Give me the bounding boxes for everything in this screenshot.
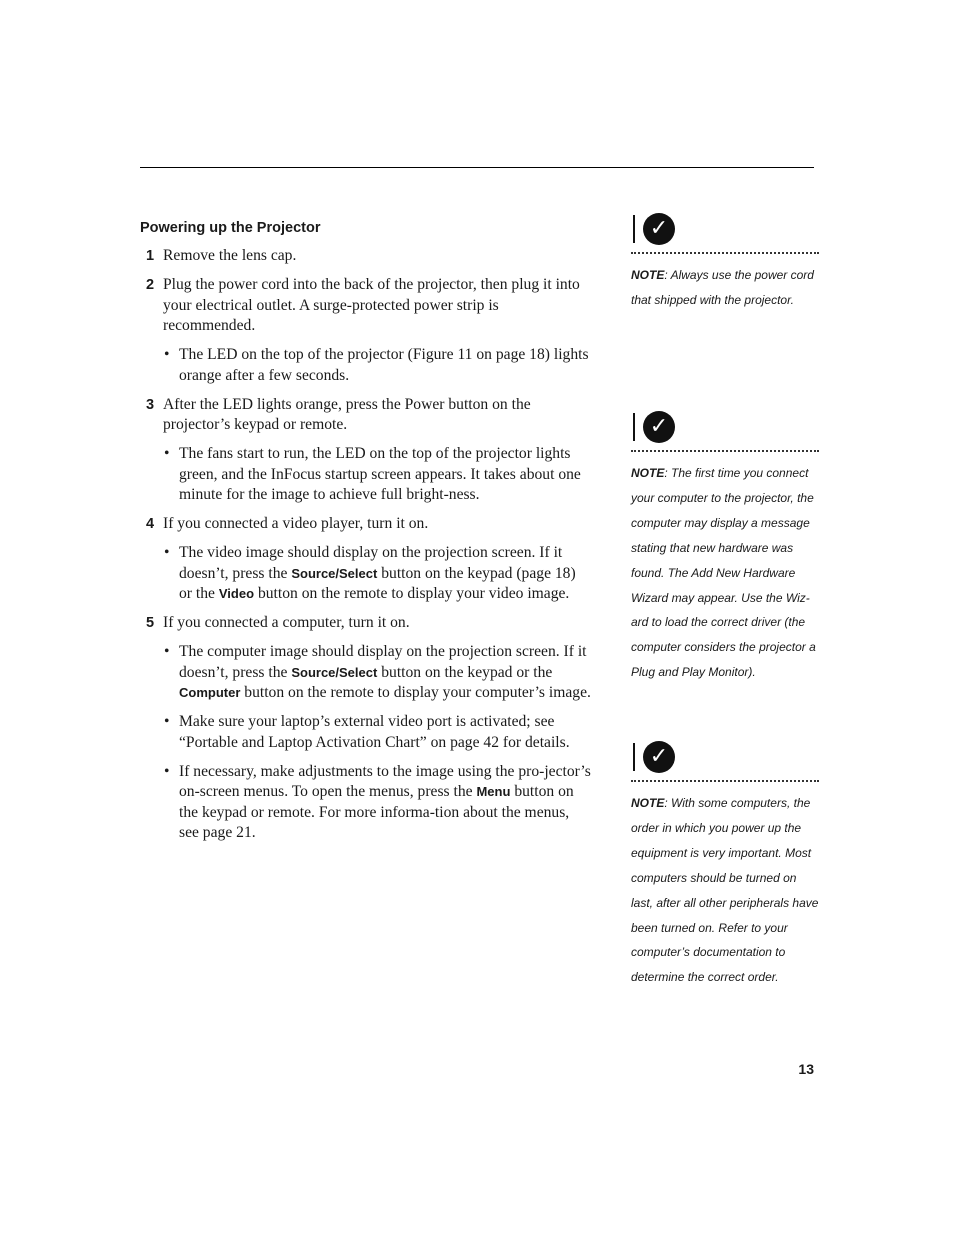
bullet-dot: • [164, 445, 170, 462]
key-label: Source/Select [291, 565, 378, 581]
bullet-text-part: button on the keypad or remote. For more informa-tion about the menus, see page 21. [179, 783, 574, 841]
step-number: 2 [146, 277, 155, 293]
step-4 [140, 514, 592, 535]
step-1 [140, 246, 592, 267]
bullet-dot: • [164, 643, 170, 660]
note-header [631, 215, 821, 263]
key-label: Source/Select [291, 664, 378, 680]
step-text: Remove the lens cap. [163, 247, 297, 264]
bullet-text: The LED on the top of the projector (Figure 11 on page 18) lights orange after a few seconds. [179, 346, 589, 384]
note-bar [633, 413, 635, 441]
note-bar [633, 743, 635, 771]
bullet-text-part: The computer image should display on the projection screen. If it doesn’t, press the [179, 643, 587, 681]
check-icon: ✓ [643, 741, 675, 773]
page-number: 13 [798, 1061, 814, 1077]
bullet-text: The fans start to run, the LED on the top of the projector lights green, and the InFocus startup screen appears. It takes about one minute for the image to achieve full bright-ness. [179, 445, 581, 503]
header-rule [140, 167, 814, 168]
check-icon: ✓ [643, 213, 675, 245]
note-3 [631, 743, 821, 990]
bullet-text-part: If necessary, make adjustments to the image using the pro-jector’s on-screen menus. To open the menus, press the [179, 762, 591, 800]
key-label: Video [218, 586, 255, 601]
main-column [140, 218, 592, 852]
note-header [631, 413, 821, 461]
step-number: 4 [146, 516, 155, 532]
bullet-item [140, 712, 592, 753]
step-number: 1 [146, 248, 155, 264]
note-1 [631, 215, 821, 313]
step-text: Plug the power cord into the back of the projector, then plug it into your electrical outlet. A surge-protected power strip is recommended. [163, 276, 580, 334]
note-body: : The first time you connect your computer to the projector, the computer may display a message stating that new hardware was found. The Add New Hardware Wizard may appear. Use the Wiz-ard to load the correct driver (the computer considers the projector a Plug and Play Monitor). [631, 466, 816, 680]
bullet-text-part: button on the keypad (page 18) or the [179, 564, 576, 602]
note-header [631, 743, 821, 791]
bullet-item [140, 762, 592, 844]
step-text: After the LED lights orange, press the Power button on the projector’s keypad or remote. [163, 395, 531, 433]
note-label: NOTE [631, 466, 665, 480]
bullet-item [140, 345, 592, 386]
section-heading: Powering up the Projector [140, 220, 321, 236]
dotted-divider [631, 450, 819, 452]
step-text: If you connected a computer, turn it on. [163, 614, 410, 631]
note-label: NOTE [631, 796, 665, 810]
note-2 [631, 413, 821, 685]
bullet-text-part: button on the keypad or the [381, 663, 553, 681]
step-number: 3 [146, 396, 155, 413]
note-label: NOTE [631, 268, 665, 282]
bullet-dot: • [164, 713, 170, 730]
note-body: : With some computers, the order in which you power up the equipment is very important. Most computers should be turned on last, after all other peripherals have been turned on. Refer to your computer’s documentation to determine the correct order. [631, 796, 819, 985]
bullet-item [140, 543, 592, 605]
note-body: : Always use the power cord that shipped with the projector. [631, 268, 814, 307]
step-3 [140, 395, 592, 436]
key-label: Computer [179, 685, 241, 700]
bullet-text: Make sure your laptop’s external video port is activated; see “Portable and Laptop Activation Chart” on page 42 for details. [179, 713, 570, 751]
note-bar [633, 215, 635, 243]
dotted-divider [631, 252, 819, 254]
bullet-item [140, 444, 592, 506]
bullet-dot: • [164, 762, 170, 780]
note-text [631, 791, 821, 990]
bullet-item [140, 642, 592, 704]
bullet-text-part: button on the remote to display your computer’s image. [244, 684, 591, 701]
step-text: If you connected a video player, turn it on. [163, 515, 429, 532]
bullet-text-part: button on the remote to display your video image. [257, 585, 570, 602]
key-label: Menu [476, 784, 511, 799]
note-text [631, 461, 821, 685]
step-5 [140, 613, 592, 634]
dotted-divider [631, 780, 819, 782]
check-icon: ✓ [643, 411, 675, 443]
step-number: 5 [146, 615, 155, 631]
bullet-dot: • [164, 544, 170, 561]
bullet-dot: • [164, 346, 170, 363]
note-text [631, 263, 821, 313]
step-2 [140, 275, 592, 337]
bullet-text-part: The video image should display on the projection screen. If it doesn’t, press the [179, 544, 563, 582]
